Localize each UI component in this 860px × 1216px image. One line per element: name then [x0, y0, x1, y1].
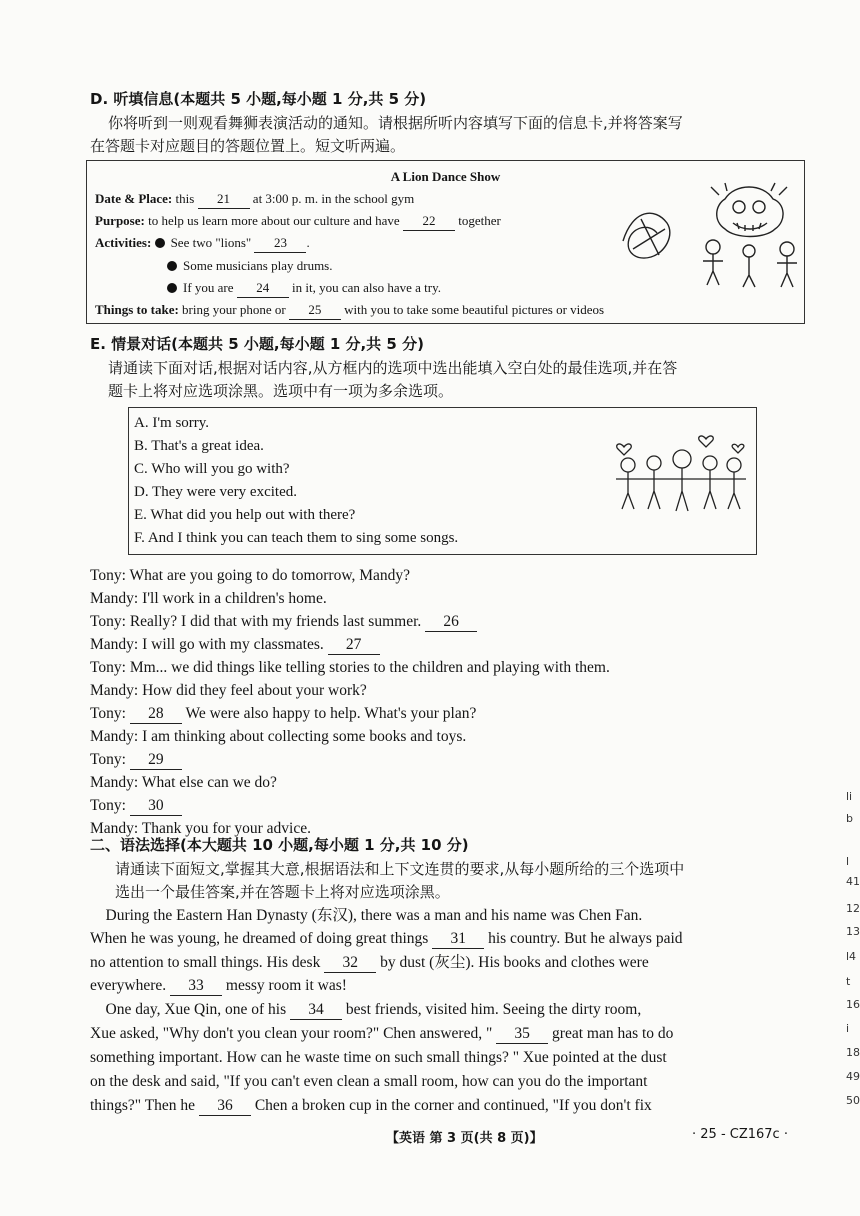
- option-c: C. Who will you go with?: [134, 461, 290, 477]
- passage-text: on the desk and said, "If you can't even clean a small room, how can you do the important: [90, 1073, 648, 1090]
- margin-mark: 49: [846, 1070, 860, 1083]
- section-e-heading: E. 情景对话(本题共 5 小题,每小题 1 分,共 5 分): [90, 335, 424, 353]
- dialogue-text: Tony:: [90, 705, 126, 722]
- date-label: Date & Place:: [95, 191, 173, 206]
- passage-line: [90, 952, 649, 974]
- info-card-things-row: [95, 300, 604, 320]
- dialogue-text: Mandy: How did they feel about your work?: [90, 682, 367, 699]
- dialogue-line: [90, 703, 476, 725]
- blank-22[interactable]: 22: [403, 212, 455, 231]
- passage-text-after: Chen a broken cup in the corner and continued, "If you don't fix: [254, 1097, 652, 1114]
- passage-line: [90, 1047, 667, 1069]
- bullet-icon: [167, 261, 177, 271]
- bullet-icon: [155, 238, 165, 248]
- margin-mark: 16: [846, 998, 860, 1011]
- date-pre: this: [175, 191, 195, 206]
- dialogue-line: [90, 726, 466, 748]
- page-footer-center: 【英语 第 3 页(共 8 页)】: [386, 1131, 543, 1146]
- passage-blank-32[interactable]: 32: [324, 954, 376, 973]
- info-card-title: A Lion Dance Show: [390, 169, 501, 184]
- option-f: F. And I think you can teach them to sing some songs.: [134, 530, 459, 546]
- section-d-instruction-2: 在答题卡对应题目的答题位置上。短文听两遍。: [90, 137, 406, 155]
- dialogue-line: [90, 565, 410, 587]
- section-2-instruction-1: 请通读下面短文,掌握其大意,根据语法和上下文连贯的要求,从每小题所给的三个选项中: [115, 860, 685, 878]
- dialogue-text: Tony: Mm... we did things like telling stories to the children and playing with them.: [90, 659, 610, 676]
- margin-mark: 41: [846, 875, 860, 888]
- activity-1-post: .: [306, 235, 310, 250]
- info-card-activity-1: [95, 233, 310, 253]
- dialogue-line: [90, 772, 277, 794]
- margin-mark: l4: [846, 950, 857, 963]
- passage-text: everywhere.: [90, 977, 167, 994]
- info-card-activity-3: [167, 278, 441, 298]
- margin-mark: 18: [846, 1046, 860, 1059]
- section-e-instruction-2: 题卡上将对应选项涂黑。选项中有一项为多余选项。: [108, 382, 454, 400]
- passage-blank-35[interactable]: 35: [496, 1025, 548, 1044]
- passage-text-after: best friends, visited him. Seeing the dirty room,: [345, 1001, 642, 1018]
- dialogue-text: Mandy: I will go with my classmates.: [90, 636, 324, 653]
- things-post: with you to take some beautiful pictures or videos: [344, 302, 605, 317]
- option-d: D. They were very excited.: [134, 484, 297, 500]
- blank-21[interactable]: 21: [198, 190, 250, 209]
- margin-mark: 50: [846, 1094, 860, 1107]
- passage-text: something important. How can he waste time on such small things? " Xue pointed at the dust: [90, 1049, 667, 1066]
- passage-line: [90, 1071, 648, 1093]
- option-b: B. That's a great idea.: [134, 438, 264, 454]
- margin-mark: b: [846, 812, 853, 825]
- info-card-date-row: [95, 189, 414, 209]
- passage-text-after: his country. But he always paid: [488, 930, 683, 947]
- dialogue-text: Tony:: [90, 751, 126, 768]
- blank-25[interactable]: 25: [289, 301, 341, 320]
- things-pre: bring your phone or: [182, 302, 286, 317]
- passage-line: [90, 905, 642, 927]
- passage-blank-31[interactable]: 31: [432, 930, 484, 949]
- children-illustration: [610, 433, 748, 515]
- passage-line: [90, 1095, 652, 1117]
- purpose-post: together: [458, 213, 501, 228]
- dialogue-line: [90, 657, 610, 679]
- dialogue-line: [90, 680, 367, 702]
- section-d-instruction-1: 你将听到一则观看舞狮表演活动的通知。请根据所听内容填写下面的信息卡,并将答案写: [108, 114, 683, 132]
- passage-text: Xue asked, "Why don't you clean your room?" Chen answered, ": [90, 1025, 493, 1042]
- margin-mark: t: [846, 975, 851, 988]
- dialogue-blank-30[interactable]: 30: [130, 797, 182, 816]
- dialogue-blank-26[interactable]: 26: [425, 613, 477, 632]
- margin-mark: 12: [846, 902, 860, 915]
- dialogue-line: [90, 611, 477, 633]
- section-2-instruction-2: 选出一个最佳答案,并在答题卡上将对应选项涂黑。: [115, 883, 450, 901]
- dialogue-line: [90, 588, 327, 610]
- dialogue-line: [90, 749, 182, 771]
- passage-line: [90, 975, 347, 997]
- dialogue-line: [90, 795, 182, 817]
- passage-text: During the Eastern Han Dynasty (东汉), there was a man and his name was Chen Fan.: [90, 907, 643, 924]
- lion-dance-illustration: [615, 179, 800, 291]
- page-footer-code: · 25 - CZ167c ·: [692, 1127, 788, 1142]
- passage-text: no attention to small things. His desk: [90, 954, 321, 971]
- section-e-instruction-1: 请通读下面对话,根据对话内容,从方框内的选项中选出能填入空白处的最佳选项,并在答: [108, 359, 678, 377]
- passage-line: [90, 999, 641, 1021]
- info-card: [86, 160, 805, 324]
- info-card-activity-2: [167, 256, 333, 276]
- option-a: A. I'm sorry.: [134, 415, 210, 431]
- passage-text: When he was young, he dreamed of doing great things: [90, 930, 429, 947]
- passage-text-after: messy room it was!: [225, 977, 347, 994]
- passage-line: [90, 928, 683, 950]
- activity-1-pre: See two "lions": [170, 235, 252, 250]
- blank-23[interactable]: 23: [254, 234, 306, 253]
- passage-text-after: great man has to do: [552, 1025, 674, 1042]
- dialogue-blank-27[interactable]: 27: [328, 636, 380, 655]
- passage-text: One day, Xue Qin, one of his: [90, 1001, 287, 1018]
- passage-line: [90, 1023, 673, 1045]
- passage-blank-36[interactable]: 36: [199, 1097, 251, 1116]
- dialogue-blank-29[interactable]: 29: [130, 751, 182, 770]
- activity-3-pre: If you are: [183, 280, 234, 295]
- passage-text: things?" Then he: [90, 1097, 196, 1114]
- purpose-pre: to help us learn more about our culture and have: [148, 213, 400, 228]
- margin-mark: l: [846, 855, 850, 868]
- dialogue-text: Mandy: Thank you for your advice.: [90, 820, 311, 837]
- margin-mark: li: [846, 790, 853, 803]
- date-post: at 3:00 p. m. in the school gym: [252, 191, 415, 206]
- purpose-label: Purpose:: [95, 213, 145, 228]
- dialogue-blank-28[interactable]: 28: [130, 705, 182, 724]
- passage-text-after: by dust (灰尘). His books and clothes were: [380, 954, 649, 971]
- dialogue-text: Mandy: I am thinking about collecting some books and toys.: [90, 728, 467, 745]
- activity-3-post: in it, you can also have a try.: [292, 280, 442, 295]
- section-d-heading: D. 听填信息(本题共 5 小题,每小题 1 分,共 5 分): [90, 90, 427, 108]
- dialogue-text: Tony: What are you going to do tomorrow, Mandy?: [90, 567, 411, 584]
- section-2-heading: 二、语法选择(本大题共 10 小题,每小题 1 分,共 10 分): [90, 836, 469, 854]
- margin-mark: 13: [846, 925, 860, 938]
- info-card-purpose-row: [95, 211, 501, 231]
- passage-blank-33[interactable]: 33: [170, 977, 222, 996]
- dialogue-line: [90, 634, 380, 656]
- things-label: Things to take:: [95, 302, 179, 317]
- dialogue-text: Mandy: What else can we do?: [90, 774, 277, 791]
- dialogue-text: Tony: Really? I did that with my friends last summer.: [90, 613, 422, 630]
- bullet-icon: [167, 283, 177, 293]
- option-e: E. What did you help out with there?: [134, 507, 356, 523]
- activity-2: Some musicians play drums.: [183, 258, 333, 273]
- dialogue-text: Mandy: I'll work in a children's home.: [90, 590, 327, 607]
- activities-label: Activities:: [95, 235, 152, 250]
- margin-mark: i: [846, 1022, 850, 1035]
- dialogue-text: Tony:: [90, 797, 126, 814]
- dialogue-text-after: We were also happy to help. What's your plan?: [185, 705, 477, 722]
- blank-24[interactable]: 24: [237, 279, 289, 298]
- passage-blank-34[interactable]: 34: [290, 1001, 342, 1020]
